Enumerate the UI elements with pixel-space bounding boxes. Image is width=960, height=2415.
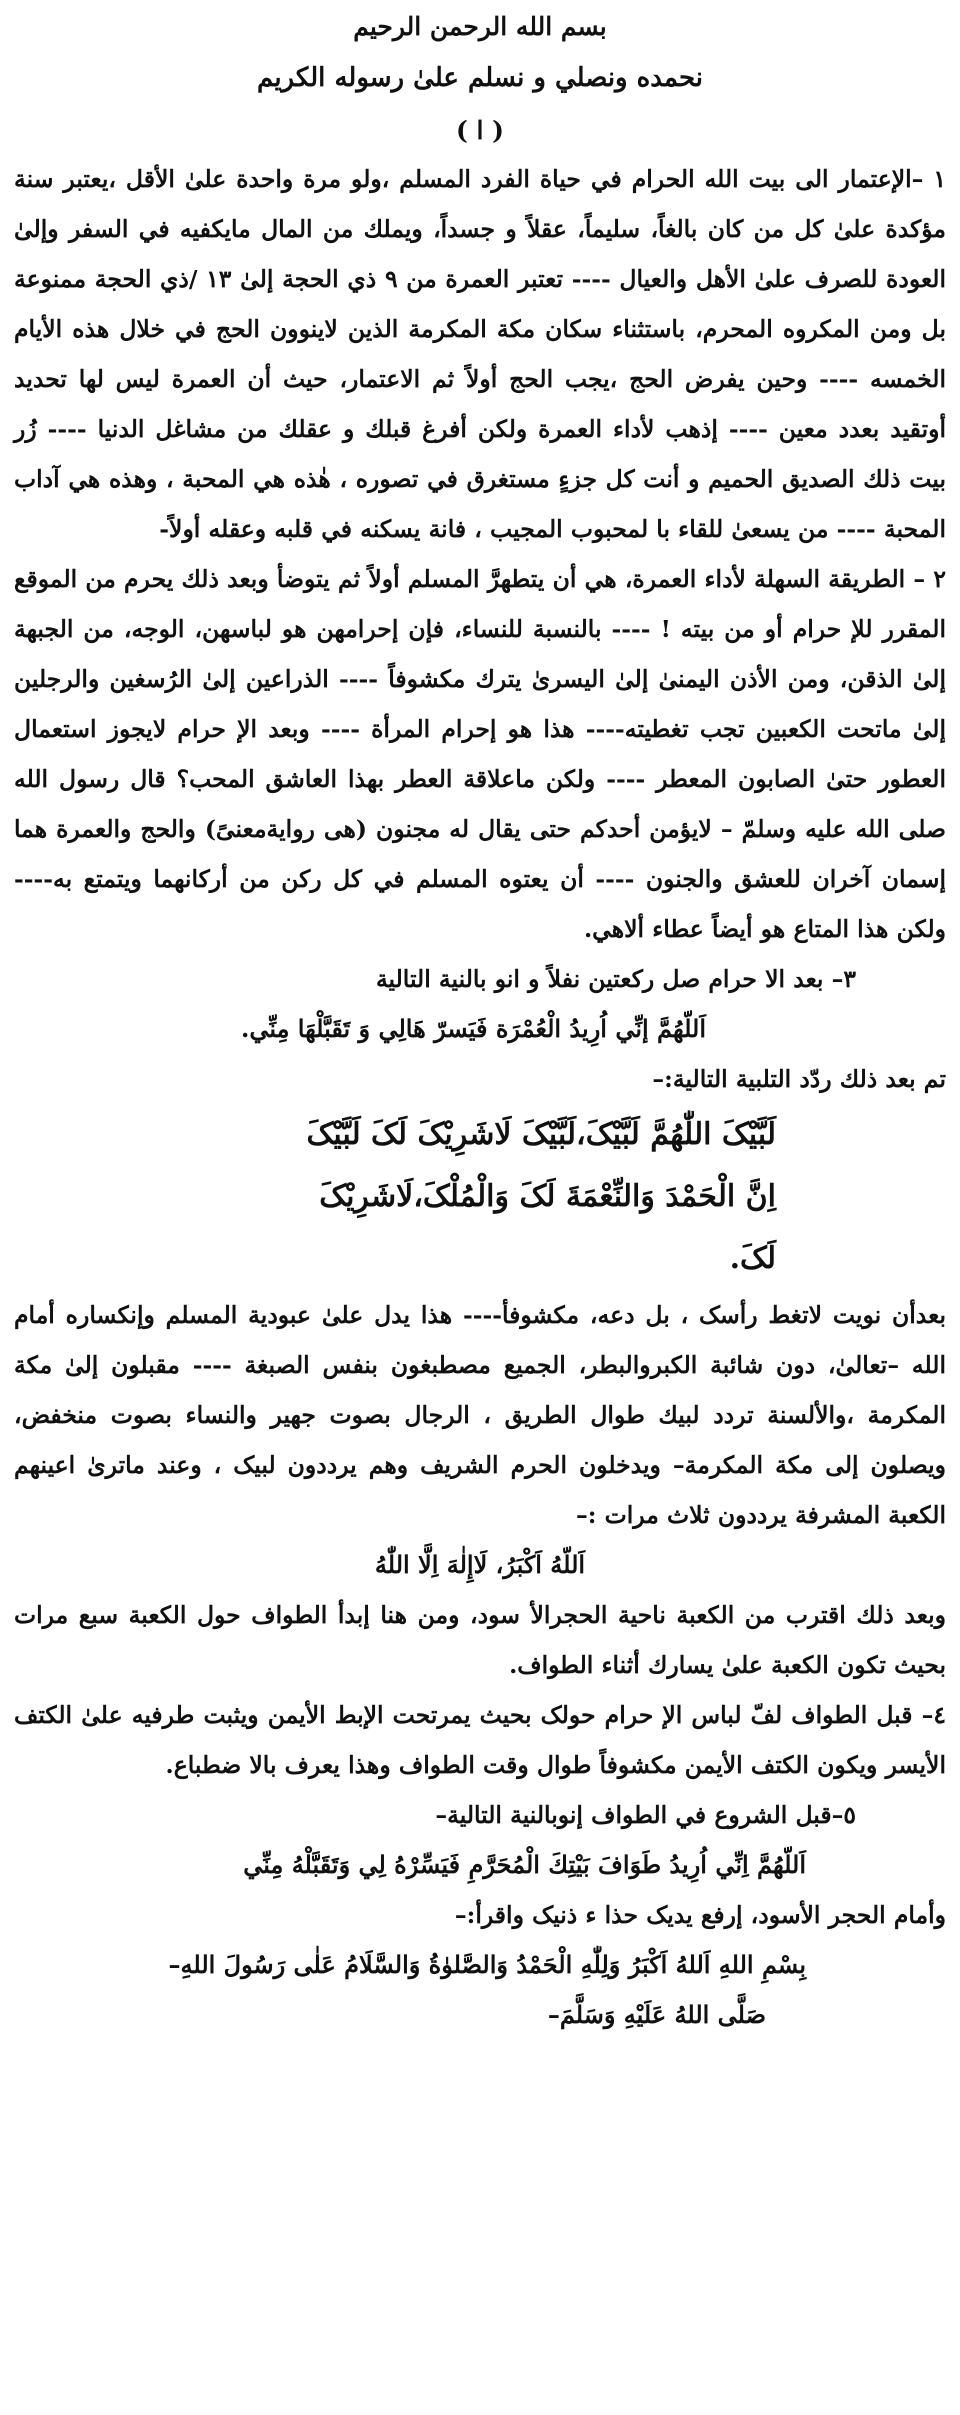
paragraph-3: ٣– بعد الا حرام صل ركعتين نفلاً و انو بالنية التالية	[375, 965, 856, 993]
bismillah-line-2: صَلَّى اللهُ عَلَيْهِ وَسَلَّمَ–	[547, 2000, 766, 2029]
paragraph-6: ٤– قبل الطواف لفّ لباس الإ حرام حولک بحيث يمرتحت الإبط الأيمن ويثبت طرفيه علىٰ الكتف الأيسر ويكون الكتف الأيمن مكشوفاً طوال وقت الطواف وهذا يعرف بالا ضطباع.	[14, 1701, 946, 1779]
paragraph-4: بعدأن نويت لاتغط رأسک ، بل دعه، مكشوفأ---- هذا يدل علىٰ عبودية المسلم وإنكساره أمام الله –تعالىٰ، دون شائبة الكبروالبطر، الجميع مصطبغون بنفس الصبغة ---- مقبلون إلىٰ مكة المكرمة ،والألسنة تردد لبيك طوال الطريق ، الرجال بصوت جهير والنساء بصوت منخفض، ويصلون إلى مكة المكرمة– ويدخلون الحرم الشريف وهم يرددون لبيک ، وعند ماتریٰ اعينهم الكعبة المشرفة يرددون ثلاث مرات :–	[14, 1301, 946, 1529]
paragraph-5: وبعد ذلك اقترب من الكعبة ناحية الحجرالأ سود، ومن هنا إبدأ الطواف حول الكعبة سبع مرات بحيث تكون الكعبة علىٰ يسارك أثناء الطواف.	[14, 1601, 946, 1679]
basmala-heading: بسم الله الرحمن الرحيم	[353, 12, 607, 41]
paragraph-1: ١ –الإعتمار الى بيت الله الحرام في حياة الفرد المسلم ،ولو مرة واحدة علىٰ الأقل ،يعتبر سنة مؤكدة علىٰ كل من كان بالغاً، سليماً، عقلاً و جسداً، ويملك من المال مايكفيه في السفر وإلىٰ العودة للصرف علىٰ الأهل والعيال ---- تعتبر العمرة من ٩ ذي الحجة إلىٰ ١٣ /ذي الحجة ممنوعة بل ومن المكروه المحرم، باستثناء سكان مكة المكرمة الذين لاينوون الحج في خلال هذه الأيام الخمسه ---- وحين يفرض الحج ،يجب الحج أولاً ثم الاعتمار، حيث أن العمرة ليس لها تحديد أوتقيد بعدد معين ---- إذهب لأداء العمرة ولكن أفرغ قبلك و عقلك من مشاغل الدنيا ---- زُر بيت ذلك الصديق الحميم و أنت كل جزءٍ مستغرق في تصوره ، هٰذه هي المحبة ، وهذه هي آداب المحبة ---- من يسعىٰ للقاء با لمحبوب المجيب ، فانة يسكنه في قلبه وعقله أولاً-	[14, 165, 946, 543]
paragraph-8: وأمام الحجر الأسود، إرفع يديک حذا ء ذنيک واقرأ:–	[454, 1901, 946, 1929]
talbiya-intro: تم بعد ذلك ردّد التلبية التالية:–	[652, 1065, 946, 1093]
takbir-line: اَللّهُ اَكْبَرُ، لَاإِلٰهَ اِلَّا اللّٰهُ	[374, 1550, 586, 1579]
talbiya-line-3: لَکَ.	[729, 1241, 776, 1276]
umrah-intention-dua: اَللّهُمَّ إنِّي اُرِيدُ الْعُمْرَة فَيَسرّ هَالِي وَ تَقَبَّلْهَا مِنِّي.	[240, 1014, 706, 1043]
tawaf-intention-dua: اَللّهُمَّ اِنِّي اُرِيدُ طَوَافَ بَيْتِكَ الْمُحَرَّمِ فَيَسِّرْهُ لِي وَتَقَبَّلْهُ مِنِّي	[243, 1850, 806, 1879]
section-number: ( ا )	[455, 116, 504, 145]
bismillah-line-1: بِسْمِ اللهِ اَللهُ اَكْبَرُ وَلِلّٰهِ الْحَمْدُ وَالصَّلوٰةُ وَالسَّلَامُ عَلٰى رَسُولَ اللهِ–	[168, 1950, 806, 1979]
paragraph-7: ٥–قبل الشروع في الطواف إنوبالنية التالية–	[435, 1801, 856, 1829]
talbiya-line-2: اِنَّ الْحَمْدَ وَالنِّعْمَةَ لَکَ وَالْمُلْکَ،لَاشَرِیْکَ	[319, 1179, 776, 1214]
paragraph-2: ٢ – الطريقة السهلة لأداء العمرة، هي أن يتطهرَّ المسلم أولاً ثم يتوضأ وبعد ذلك يحرم من الموقع المقرر للإ حرام أو من بيته ! ---- بالنسبة للنساء، فإن إحرامهن هو لباسهن، الوجه، من الجبهة إلىٰ الذقن، ومن الأذن اليمنىٰ إلىٰ اليسرىٰ يترك مكشوفاً ---- الذراعين إلىٰ الرُسغين والرجلين إلىٰ ماتحت الكعبين تجب تغطيته---- هذا هو إحرام المرأة ---- وبعد الإ حرام لايجوز استعمال العطور حتىٰ الصابون المعطر ---- ولكن ماعلاقة العطر بهذا العاشق المحب؟ قال رسول الله صلى الله عليه وسلمّ – لايؤمن أحدكم حتى يقال له مجنون (هی روایةمعنیً) والحج والعمرة هما إسمان آخران للعشق والجنون ---- أن يعتوه المسلم في كل ركن من أركانهما ويتمتع به---- ولكن هذا المتاع هو أيضاً عطاء ألاهي.	[14, 565, 946, 943]
talbiya-line-1: لَبَّیْکَ اللّٰهُمَّ لَبَّیْکَ،لَبَّیْکَ لَاشَرِیْکَ لَکَ لَبَّیْکَ	[306, 1117, 776, 1152]
opening-praise: نحمده ونصلي و نسلم علىٰ رسوله الكريم	[257, 63, 703, 93]
